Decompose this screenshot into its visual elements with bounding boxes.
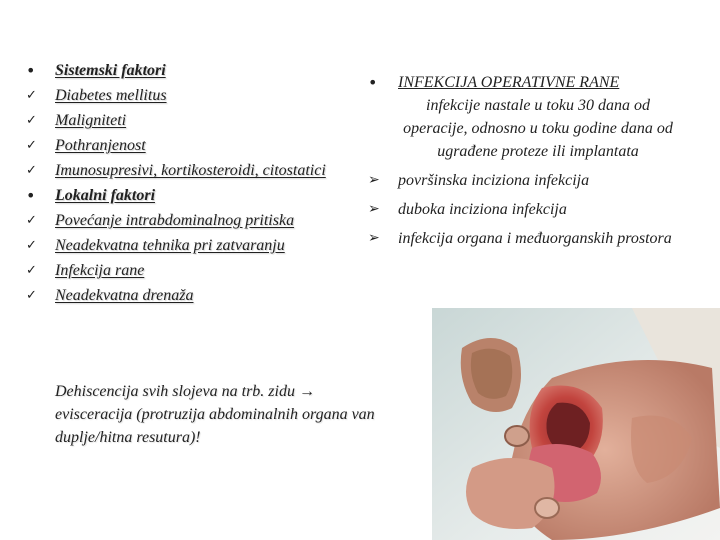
section-description: infekcije nastale u toku 30 dana od operacije, odnosno u toku godine dana od ugrađene proteze ili implantata <box>403 97 673 160</box>
arrow-bullet-icon: ➢ <box>368 172 380 188</box>
list-item <box>368 198 698 221</box>
checkmark-icon: ✓ <box>26 288 37 303</box>
wound-photo <box>432 308 720 540</box>
risk-factors-list <box>26 60 356 310</box>
list-item-text: Maligniteti <box>55 112 127 129</box>
bullet-icon: • <box>368 73 378 92</box>
list-item <box>26 85 356 107</box>
list-item-text: Neadekvatna tehnika pri zatvaranju <box>55 237 285 254</box>
dehiscence-note: Dehiscencija svih slojeva na trb. zidu → evisceracija (protruzija abdominalnih organa van duplje/hitna resutura)! <box>55 383 375 446</box>
list-item-text: Imunosupresivi, kortikosteroidi, citostatici <box>55 162 326 179</box>
list-item-text: Neadekvatna drenaža <box>55 287 194 304</box>
checkmark-icon: ✓ <box>26 113 37 128</box>
list-item-text: infekcija organa i međuorganskih prostora <box>398 230 672 247</box>
list-item <box>26 260 356 282</box>
arrow-bullet-icon: ➢ <box>368 230 380 246</box>
list-item <box>368 227 698 250</box>
list-item-text: Pothranjenost <box>55 137 146 154</box>
checkmark-icon: ✓ <box>26 138 37 153</box>
bullet-icon: • <box>26 61 36 80</box>
arrow-bullet-icon: ➢ <box>368 201 380 217</box>
checkmark-icon: ✓ <box>26 163 37 178</box>
wound-photo-illustration <box>432 308 720 540</box>
list-item-text: Infekcija rane <box>55 262 145 279</box>
checkmark-icon: ✓ <box>26 238 37 253</box>
checkmark-icon: ✓ <box>26 263 37 278</box>
list-item-text: Lokalni faktori <box>55 187 156 204</box>
list-item-text: Diabetes mellitus <box>55 87 167 104</box>
list-item <box>26 160 345 182</box>
list-item <box>368 169 698 192</box>
bullet-icon: • <box>26 186 36 205</box>
list-item <box>26 235 356 257</box>
list-item <box>26 135 356 157</box>
list-item-text: Povećanje intrabdominalnog pritiska <box>55 212 295 229</box>
list-item <box>26 110 356 132</box>
list-item-header <box>26 185 356 207</box>
list-item <box>26 285 356 307</box>
list-item <box>26 210 356 232</box>
list-item-text: duboka inciziona infekcija <box>398 201 567 218</box>
section-title-text: INFEKCIJA OPERATIVNE RANE <box>398 74 620 91</box>
checkmark-icon: ✓ <box>26 213 37 228</box>
list-item-text: površinska inciziona infekcija <box>398 172 590 189</box>
section-title <box>368 72 698 94</box>
wound-infection-section <box>368 72 698 250</box>
checkmark-icon: ✓ <box>26 88 37 103</box>
list-item-header <box>26 60 356 82</box>
list-item-text: Sistemski faktori <box>55 62 166 79</box>
